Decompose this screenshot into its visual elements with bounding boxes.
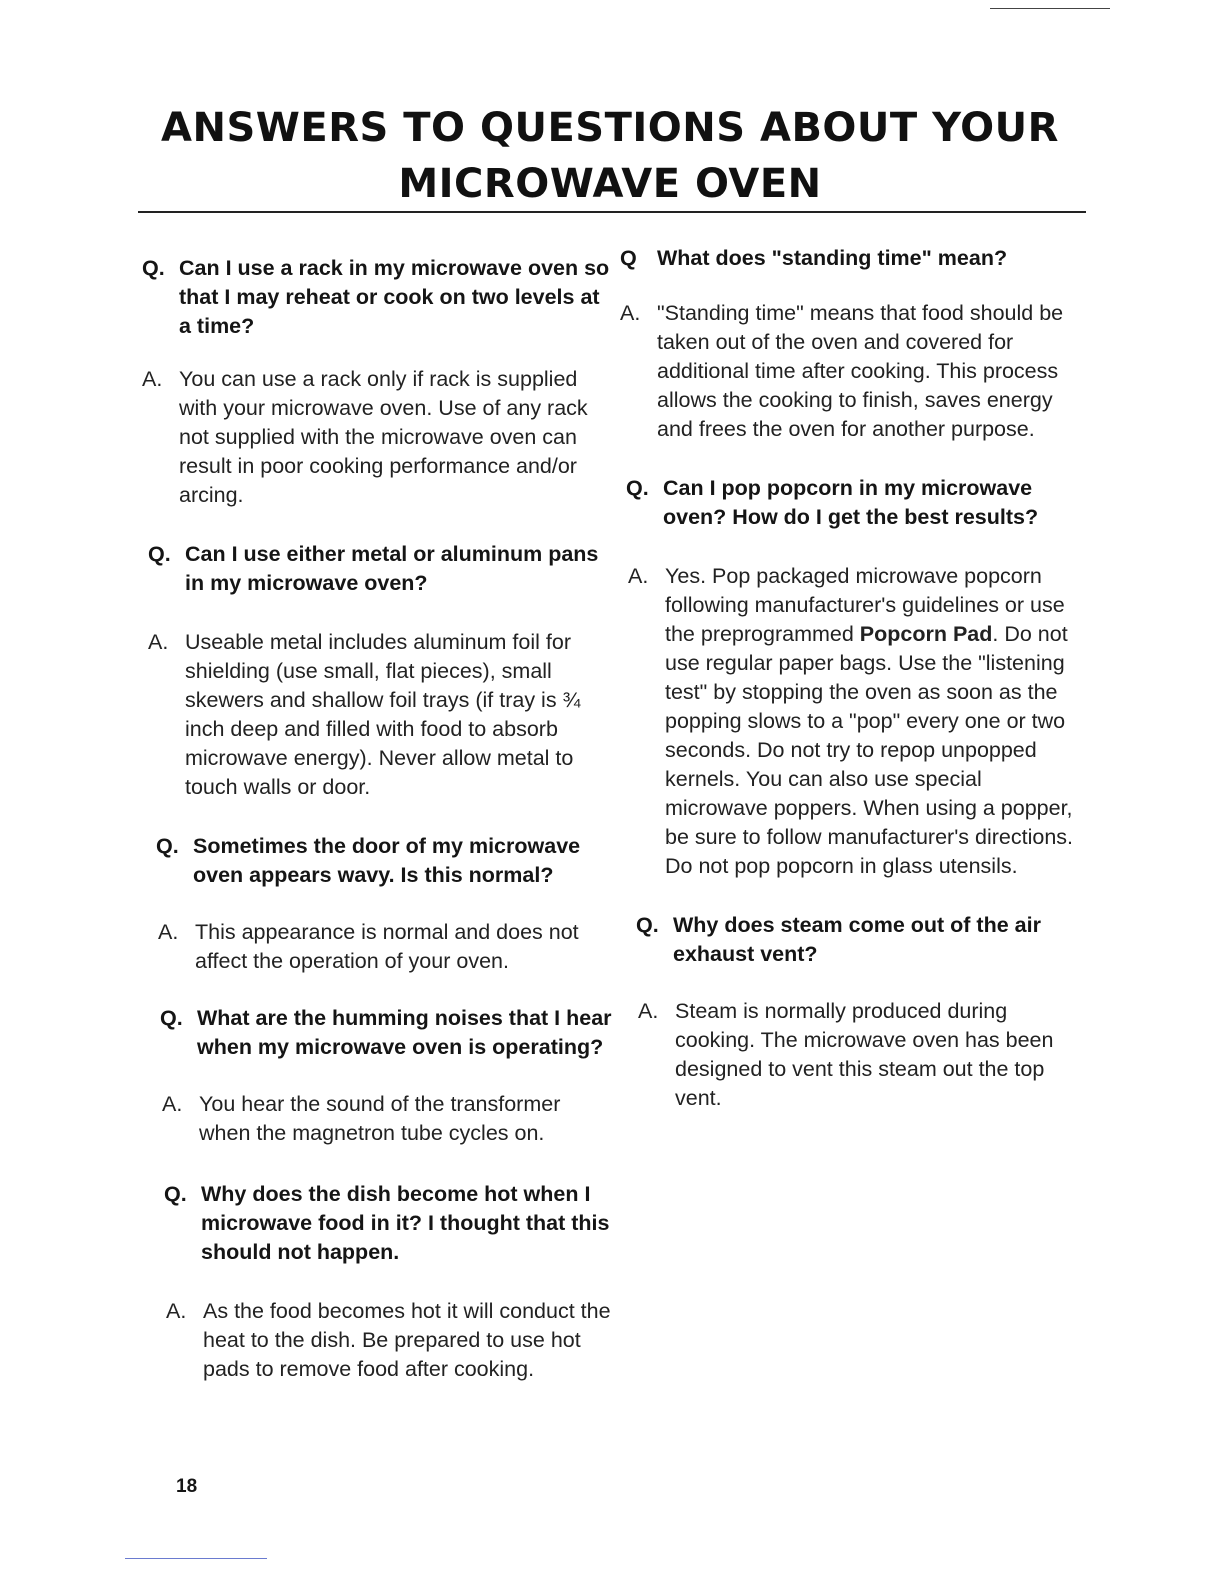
answer-text: This appearance is normal and does not affect the operation of your oven. <box>195 920 579 973</box>
bottom-rule <box>125 1558 267 1559</box>
question-mark: Q. <box>626 476 649 500</box>
popcorn-pad-label: Popcorn Pad <box>859 622 993 646</box>
question-hot-dish <box>164 1180 612 1267</box>
answer-mark: A. <box>628 564 649 588</box>
question-metal <box>148 540 612 598</box>
question-mark: Q. <box>164 1182 187 1206</box>
question-popcorn <box>626 474 1090 532</box>
answer-text: Useable metal includes aluminum foil for shielding (use small, flat pieces), small skewers and shallow foil trays (if tray is ¾ inch deep and filled with food to absorb microwave energy). Never allow metal to touch walls or door. <box>185 630 581 799</box>
question-text: Sometimes the door of my microwave oven appears wavy. Is this normal? <box>193 834 581 887</box>
answer-standing-time <box>620 299 1090 444</box>
question-text: What does "standing time" mean? <box>657 246 1008 270</box>
answer-door <box>158 918 612 976</box>
question-text: Can I use a rack in my microwave oven so that I may reheat or cook on two levels at a time? <box>179 256 610 338</box>
question-mark: Q. <box>156 834 179 858</box>
question-text: Why does steam come out of the air exhaust vent? <box>673 913 1041 966</box>
question-text: Why does the dish become hot when I microwave food in it? I thought that this should not happen. <box>201 1182 610 1264</box>
question-standing-time <box>620 244 1090 273</box>
answer-mark: A. <box>620 301 641 325</box>
page-title <box>120 100 1100 212</box>
answer-mark: A. <box>158 920 179 944</box>
page-title-line-1: ANSWERS TO QUESTIONS ABOUT YOUR <box>161 105 1059 151</box>
answer-text: "Standing time" means that food should be taken out of the oven and covered for additional time after cooking. This process allows the cooking to finish, saves energy and frees the oven for another purpose. <box>657 301 1064 441</box>
answer-text: You can use a rack only if rack is supplied with your microwave oven. Use of any rack not supplied with the microwave oven can result in poor cooking performance and/or arcing. <box>179 367 588 507</box>
question-steam <box>636 911 1090 969</box>
answer-text: You hear the sound of the transformer when the magnetron tube cycles on. <box>199 1092 561 1145</box>
question-mark: Q. <box>148 542 171 566</box>
question-humming <box>160 1004 612 1062</box>
question-text: Can I use either metal or aluminum pans in my microwave oven? <box>185 542 599 595</box>
answer-mark: A. <box>142 367 163 391</box>
title-rule <box>138 211 1086 213</box>
answer-mark: A. <box>162 1092 183 1116</box>
left-column <box>142 254 612 1384</box>
answer-metal <box>148 628 612 802</box>
question-mark: Q. <box>142 256 165 280</box>
question-door <box>156 832 612 890</box>
corner-rule <box>990 8 1110 9</box>
question-rack <box>142 254 612 341</box>
answer-mark: A. <box>638 999 659 1023</box>
question-mark: Q. <box>160 1006 183 1030</box>
answer-mark: A. <box>148 630 169 654</box>
question-text: What are the humming noises that I hear when my microwave oven is operating? <box>197 1006 612 1059</box>
question-mark: Q. <box>636 913 659 937</box>
answer-mark: A. <box>166 1299 187 1323</box>
answer-rack <box>142 365 612 510</box>
right-column <box>620 244 1090 1113</box>
answer-popcorn <box>628 562 1090 881</box>
answer-humming <box>162 1090 612 1148</box>
answer-text-part-2: . Do not use regular paper bags. Use the "listening test" by stopping the oven as soon as the popping slows to a "pop" every one or two seconds. Do not try to repop unpopped kernels. You can also use special microwave poppers. When using a popper, be sure to follow manufacturer's directions. Do not pop popcorn in glass utensils. <box>665 622 1074 878</box>
question-mark: Q <box>620 246 637 270</box>
answer-text: As the food becomes hot it will conduct the heat to the dish. Be prepared to use hot pads to remove food after cooking. <box>203 1299 611 1381</box>
question-text: Can I pop popcorn in my microwave oven? How do I get the best results? <box>663 476 1039 529</box>
page-title-line-2: MICROWAVE OVEN <box>398 161 822 207</box>
answer-steam <box>638 997 1090 1113</box>
answer-text: Steam is normally produced during cooking. The microwave oven has been designed to vent this steam out the top vent. <box>675 999 1054 1110</box>
answer-hot-dish <box>166 1297 612 1384</box>
answer-text-part-1: Yes. Pop packaged microwave popcorn following manufacturer's guidelines or use the preprogrammed <box>665 564 1065 646</box>
page-number: 18 <box>176 1476 198 1497</box>
